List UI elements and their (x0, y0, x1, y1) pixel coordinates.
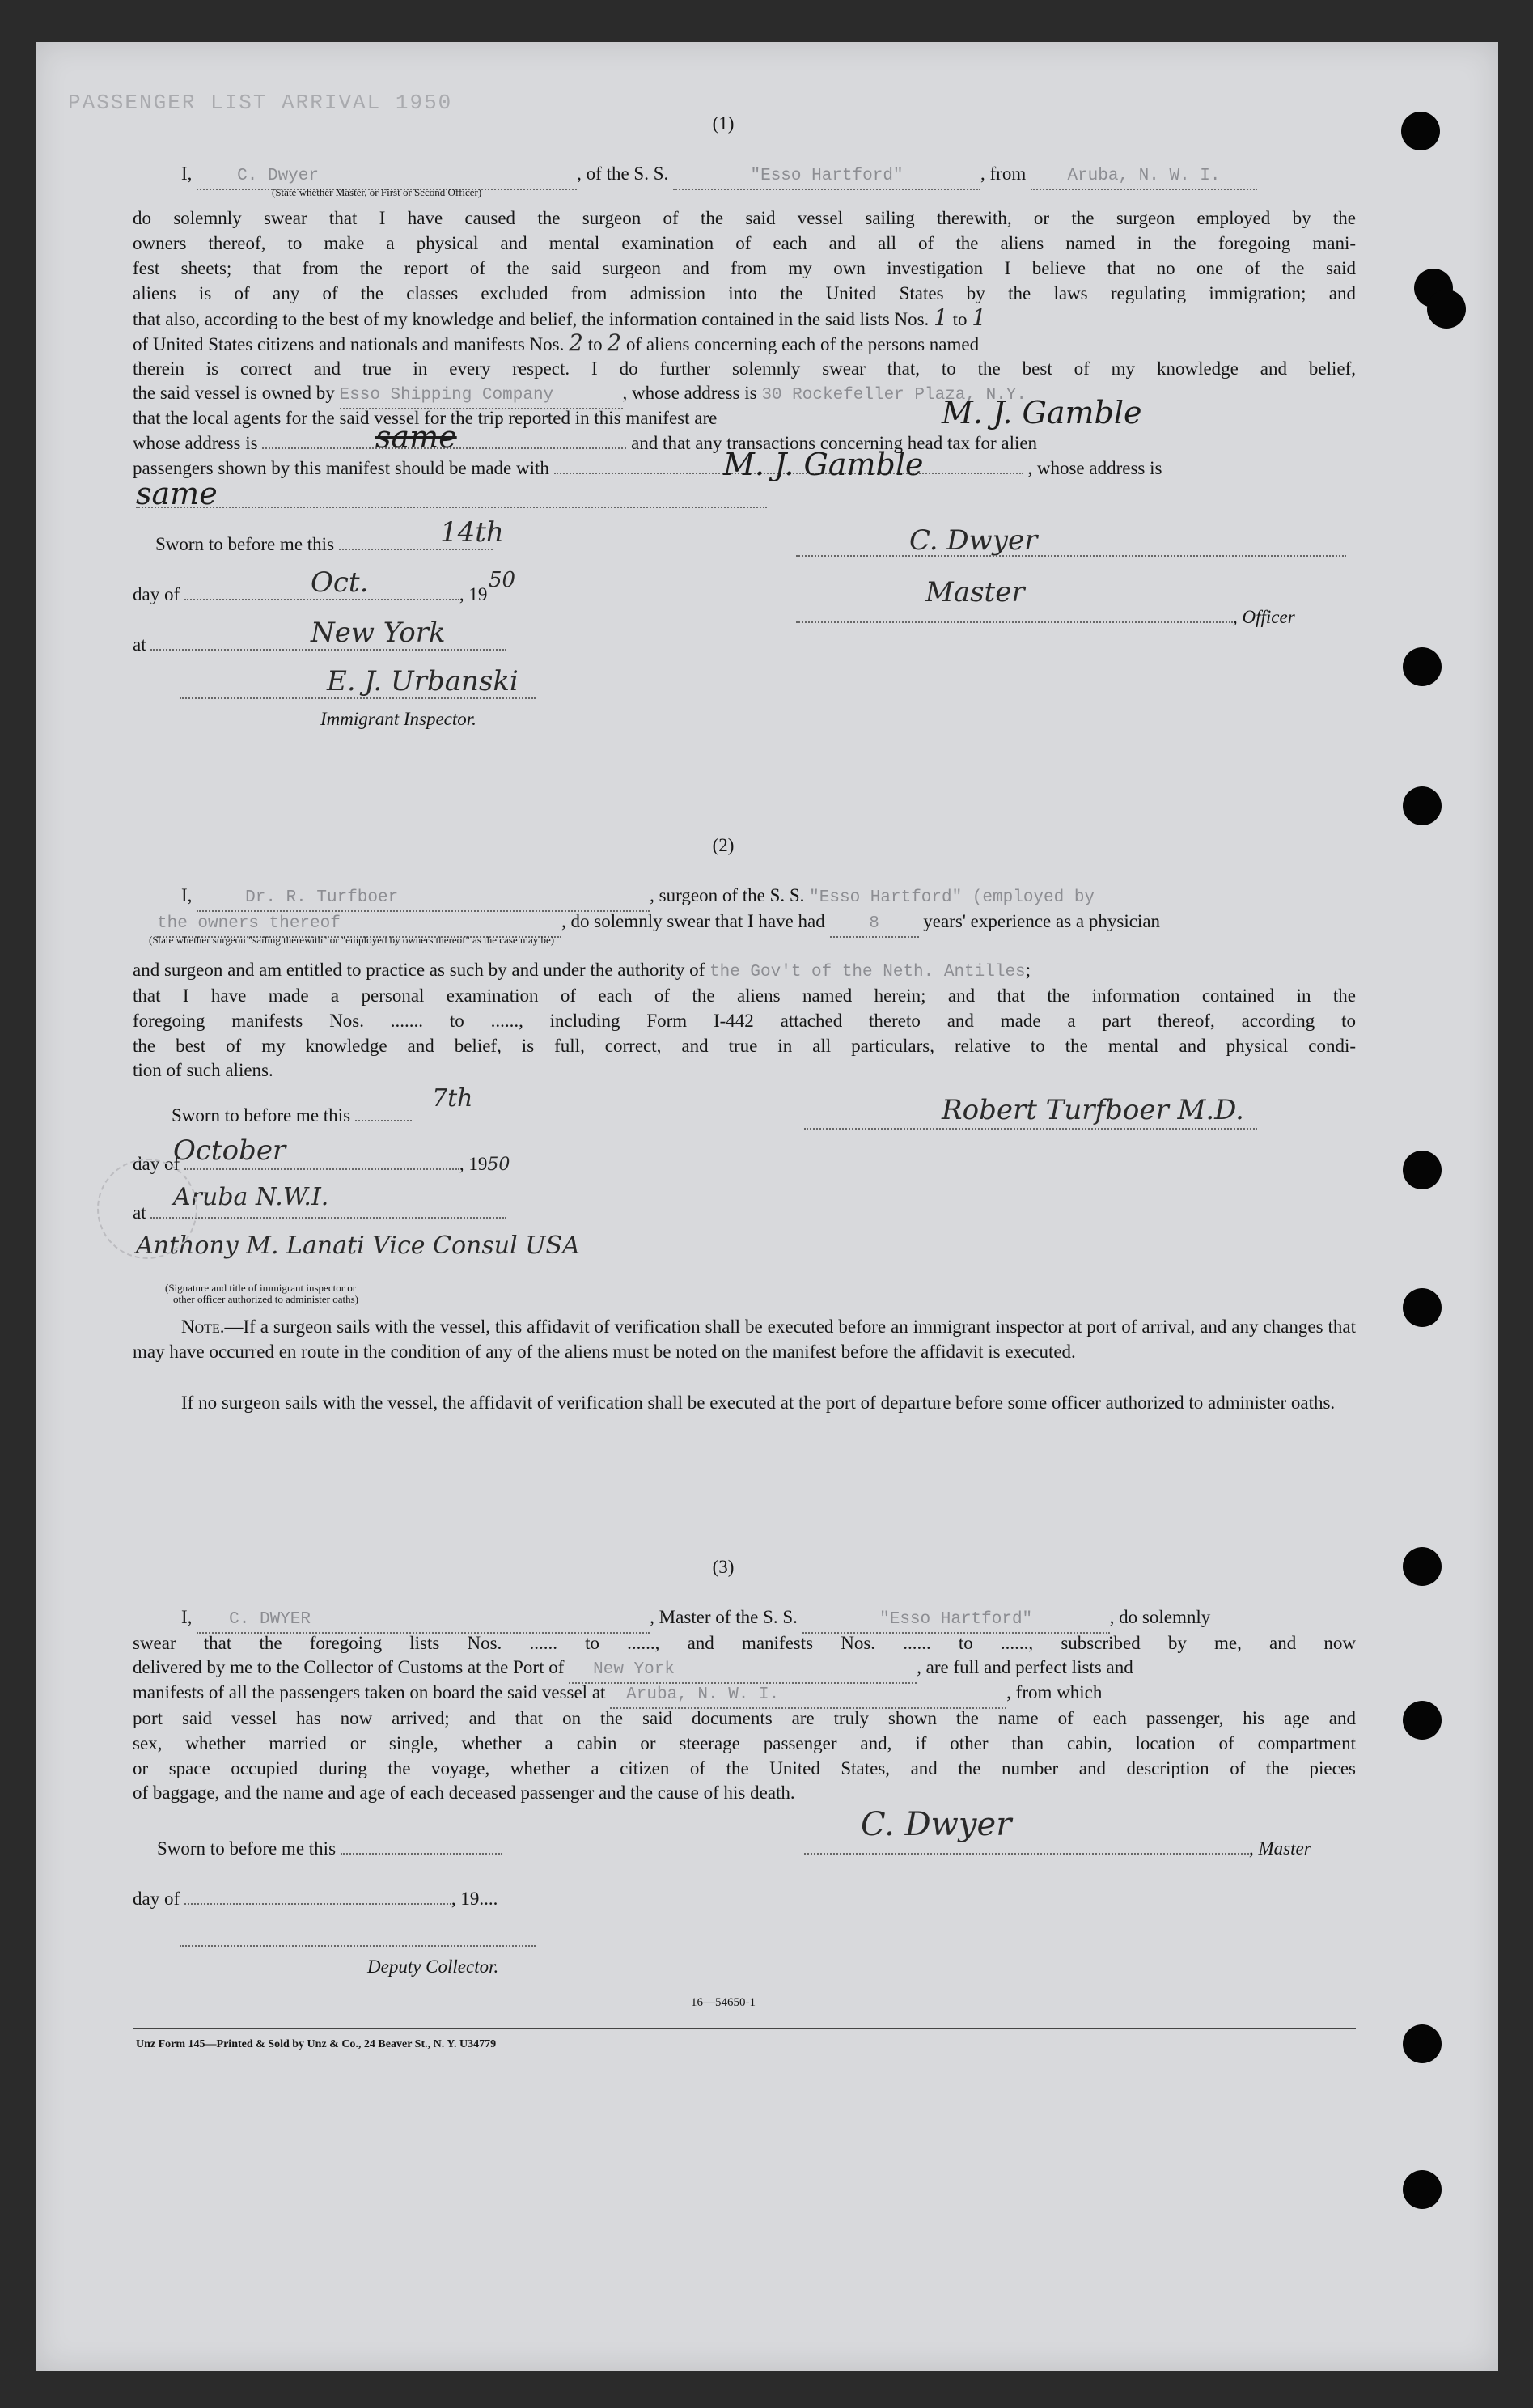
s3-line7: of baggage, and the name and age of each deceased passenger and the cause of his death. (133, 1783, 795, 1803)
s1-sworn-day: 14th (440, 516, 504, 549)
s1-line8-mid: , whose address is (622, 383, 757, 403)
s2-employed: the owners thereof (157, 914, 341, 933)
s2-place: Aruba N.W.I. (173, 1183, 329, 1211)
s2-line7: tion of such aliens. (133, 1060, 273, 1080)
s3-from-port: Aruba, N. W. I. (626, 1685, 780, 1704)
s1-line10-text: whose address is (133, 433, 258, 453)
s1-line5-text: that also, according to the best of my knowledge and belief, the information contained in the said lists Nos. (133, 309, 930, 329)
s2-day-of-text: day of (133, 1154, 180, 1174)
s2-consul-note-2: other officer authorized to administer oaths) (173, 1293, 358, 1305)
s1-line8 (133, 381, 1027, 409)
s1-line1: do solemnly swear that I have caused the surgeon of the said vessel sailing therewith, or the surgeon employed by the (133, 208, 1356, 228)
s1-inspector-signature: E. J. Urbanski (327, 665, 519, 697)
s3-master: C. DWYER (229, 1610, 311, 1629)
s3-master-line (804, 1837, 1311, 1861)
s3-intro (181, 1605, 1210, 1634)
s1-sworn-text: Sworn to before me this (155, 534, 335, 554)
s1-from: , from (980, 163, 1027, 184)
section-2-number: (2) (712, 835, 735, 855)
s2-note-p2-text: If no surgeon sails with the vessel, the affidavit of verification shall be executed at the port of departure before some officer authorized to administer oaths. (181, 1393, 1336, 1413)
s3-line2 (133, 1656, 1133, 1684)
s1-line7: therein is correct and true in every respect. I do further solemnly swear that, to the best of my knowledge and belief, (133, 358, 1356, 379)
punch-hole (1403, 786, 1442, 825)
s3-line5: sex, whether married or single, whether a cabin or steerage passenger and, if other than cabin, location of compartment (133, 1733, 1356, 1753)
s3-line3-text: manifests of all the passengers taken on board the said vessel at (133, 1682, 606, 1702)
punch-hole (1403, 1701, 1442, 1740)
s2-note-p2 (133, 1390, 1356, 1415)
s1-man-from: 2 (569, 329, 583, 356)
s2-line3-text: and surgeon and am entitled to practice as such by and under the authority of (133, 960, 705, 980)
s1-port: Aruba, N. W. I. (1067, 167, 1221, 185)
s1-i: I, (181, 163, 193, 184)
s1-line11-tail: , whose address is (1027, 458, 1162, 478)
s3-line4: port said vessel has now arrived; and that on the said documents are truly shown the name of each passenger, his age and (133, 1708, 1356, 1728)
s2-surgeon-sig-line (804, 1128, 1257, 1130)
s2-intro (181, 884, 1095, 912)
s3-day-of (133, 1887, 498, 1911)
s1-master-note: (State whether Master, or First or Second Officer) (272, 186, 482, 198)
s1-address-line (136, 507, 767, 508)
s3-line6: or space occupied during the voyage, whether a citizen of the United States, and the number and description of the pieces (133, 1758, 1356, 1778)
footer-rule (133, 2028, 1356, 2029)
s1-to: to (952, 309, 968, 329)
s2-i: I, (181, 885, 193, 905)
s2-sworn-text: Sworn to before me this (172, 1105, 351, 1126)
s2-swear: , do solemnly swear that I have had (561, 911, 825, 931)
s1-month: Oct. (311, 566, 369, 599)
s1-line6-tail: of aliens concerning each of the persons named (625, 334, 980, 354)
s1-master-rank: Master (925, 576, 1025, 608)
s2-surgeon-signature: Robert Turfboer M.D. (942, 1094, 1244, 1126)
s1-at-text: at (133, 634, 146, 655)
s3-deputy-collector: Deputy Collector. (367, 1956, 499, 1977)
s2-sworn (172, 1104, 412, 1128)
s3-port: New York (593, 1660, 675, 1679)
s1-line6 (133, 331, 979, 357)
s1-to-2: to (587, 334, 603, 354)
section-3-number: (3) (712, 1557, 735, 1577)
s1-line5 (133, 306, 986, 332)
s1-line4: aliens is of any of the classes excluded from admission into the United States by the laws regulating immigration; and (133, 283, 1356, 303)
s1-place: New York (311, 617, 446, 649)
s1-line11-text: passengers shown by this manifest should be made with (133, 458, 549, 478)
s2-year-prefix: , 19 (459, 1154, 488, 1174)
s2-vessel: "Esso Hartford" (employed by (809, 888, 1095, 907)
punch-hole (1403, 2024, 1442, 2063)
s1-headtax-agent: M. J. Gamble (723, 447, 924, 482)
punch-hole (1403, 647, 1442, 686)
s1-day-of-text: day of (133, 584, 180, 604)
punch-hole (1403, 2170, 1442, 2209)
s2-line6: the best of my knowledge and belief, is full, correct, and true in all particulars, relative to the mental and physical condi- (133, 1036, 1356, 1056)
s2-line5: foregoing manifests Nos. ....... to ......, including Form I-442 attached thereto and made a part thereof, according to (133, 1011, 1356, 1031)
s2-years: 8 (869, 914, 879, 933)
consular-seal (97, 1159, 197, 1259)
s3-line2-tail: , are full and perfect lists and (917, 1657, 1133, 1677)
s1-agent-address: same (375, 419, 457, 455)
s2-authority: the Gov't of the Neth. Antilles (709, 963, 1026, 981)
s2-year: 50 (487, 1155, 510, 1175)
s1-owner-address: 30 Rockefeller Plaza, N.Y. (761, 386, 1027, 405)
s3-do-solemnly: , do solemnly (1109, 1607, 1211, 1627)
s1-master-name: C. Dwyer (237, 167, 319, 185)
s3-day-of-text: day of (133, 1889, 180, 1909)
s2-surgeon-of: , surgeon of the S. S. (650, 885, 805, 905)
punch-hole (1403, 1288, 1442, 1327)
s3-master-signature: C. Dwyer (861, 1806, 1012, 1843)
printer-footer: Unz Form 145—Printed & Sold by Unz & Co., 24 Beaver St., N. Y. U34779 (136, 2038, 497, 2050)
s1-list-to: 1 (972, 304, 987, 331)
s2-surgeon-name: Dr. R. Turfboer (245, 888, 399, 907)
s1-vessel: "Esso Hartford" (750, 167, 904, 185)
manifest-page (36, 42, 1498, 2371)
s3-line3-tail: , from which (1006, 1682, 1103, 1702)
s1-line6-text: of United States citizens and nationals and manifests Nos. (133, 334, 565, 354)
s1-inspector-title: Immigrant Inspector. (320, 709, 476, 729)
s1-line11 (133, 456, 1162, 481)
s1-master-signature: C. Dwyer (909, 524, 1038, 557)
s1-owner: Esso Shipping Company (339, 386, 554, 405)
s2-month: October (173, 1134, 286, 1167)
section-1-number: (1) (712, 113, 735, 134)
s3-vessel: "Esso Hartford" (879, 1610, 1033, 1629)
s2-note-p1-text: —If a surgeon sails with the vessel, this affidavit of verification shall be executed before an immigrant inspector at port of arrival, and any changes that may have occurred en route in the condition of any of the aliens must be noted on the manifest before the affidavit is executed. (133, 1316, 1356, 1362)
s3-master-of: , Master of the S. S. (650, 1607, 798, 1627)
s1-of-ss: , of the S. S. (577, 163, 669, 184)
s1-agent: M. J. Gamble (942, 395, 1142, 430)
s1-master-sig-line (796, 555, 1346, 557)
s3-collector-line (180, 1945, 536, 1947)
s2-at-text: at (133, 1202, 146, 1223)
s1-year-prefix: , 19 (459, 584, 488, 604)
s1-inspector-line (180, 697, 536, 699)
s1-line9: that the local agents for the said vessel for the trip reported in this manifest are (133, 408, 718, 428)
form-number: 16—54650-1 (691, 1996, 756, 2009)
s1-officer (796, 605, 1295, 630)
bleed-through-header: PASSENGER LIST ARRIVAL 1950 (68, 91, 453, 115)
s3-line3 (133, 1681, 1102, 1709)
s1-line10-tail: and that any transactions concerning head tax for alien (631, 433, 1038, 453)
s1-man-to: 2 (607, 329, 622, 356)
s3-sworn (157, 1837, 502, 1861)
s2-line4: that I have made a personal examination of each of the aliens named herein; and that the information contained in the (133, 986, 1356, 1006)
s1-line2: owners thereof, to make a physical and mental examination of each and all of the aliens named in the foregoing mani- (133, 233, 1356, 253)
s3-master-label: , Master (1249, 1838, 1311, 1859)
s2-years-tail: years' experience as a physician (923, 911, 1161, 931)
s1-line3: fest sheets; that from the report of the said surgeon and from my own investigation I believe that no one of the said (133, 258, 1356, 278)
s1-list-from: 1 (934, 304, 948, 331)
punch-hole (1427, 290, 1466, 329)
s3-line1: swear that the foregoing lists Nos. ...... to ......, and manifests Nos. ...... to ......, subscribed by me, and now (133, 1633, 1356, 1653)
s2-consul-note-1: (Signature and title of immigrant inspector or (165, 1282, 357, 1294)
s2-note-label: Note. (181, 1316, 225, 1337)
s3-line2-text: delivered by me to the Collector of Customs at the Port of (133, 1657, 565, 1677)
s1-headtax-address: same (136, 476, 218, 511)
s2-consul-signature: Anthony M. Lanati Vice Consul USA (136, 1232, 580, 1260)
s2-note-p1 (133, 1314, 1356, 1364)
punch-hole (1403, 1151, 1442, 1189)
s2-sworn-day: 7th (432, 1084, 473, 1113)
s1-line8-text: the said vessel is owned by (133, 383, 335, 403)
s2-note: (State whether surgeon "sailing therewith" or "employed by owners thereof" as the case may be) (149, 934, 555, 946)
s3-i: I, (181, 1607, 193, 1627)
s1-officer-label: , Officer (1233, 607, 1295, 627)
s1-year: 50 (489, 568, 516, 592)
s3-year-prefix: , 19.... (451, 1889, 498, 1909)
s3-sworn-text: Sworn to before me this (157, 1838, 337, 1859)
s2-line3: and surgeon and am entitled to practice as such by and under the authority of the Gov't of the Neth. Antilles; (133, 960, 1031, 981)
